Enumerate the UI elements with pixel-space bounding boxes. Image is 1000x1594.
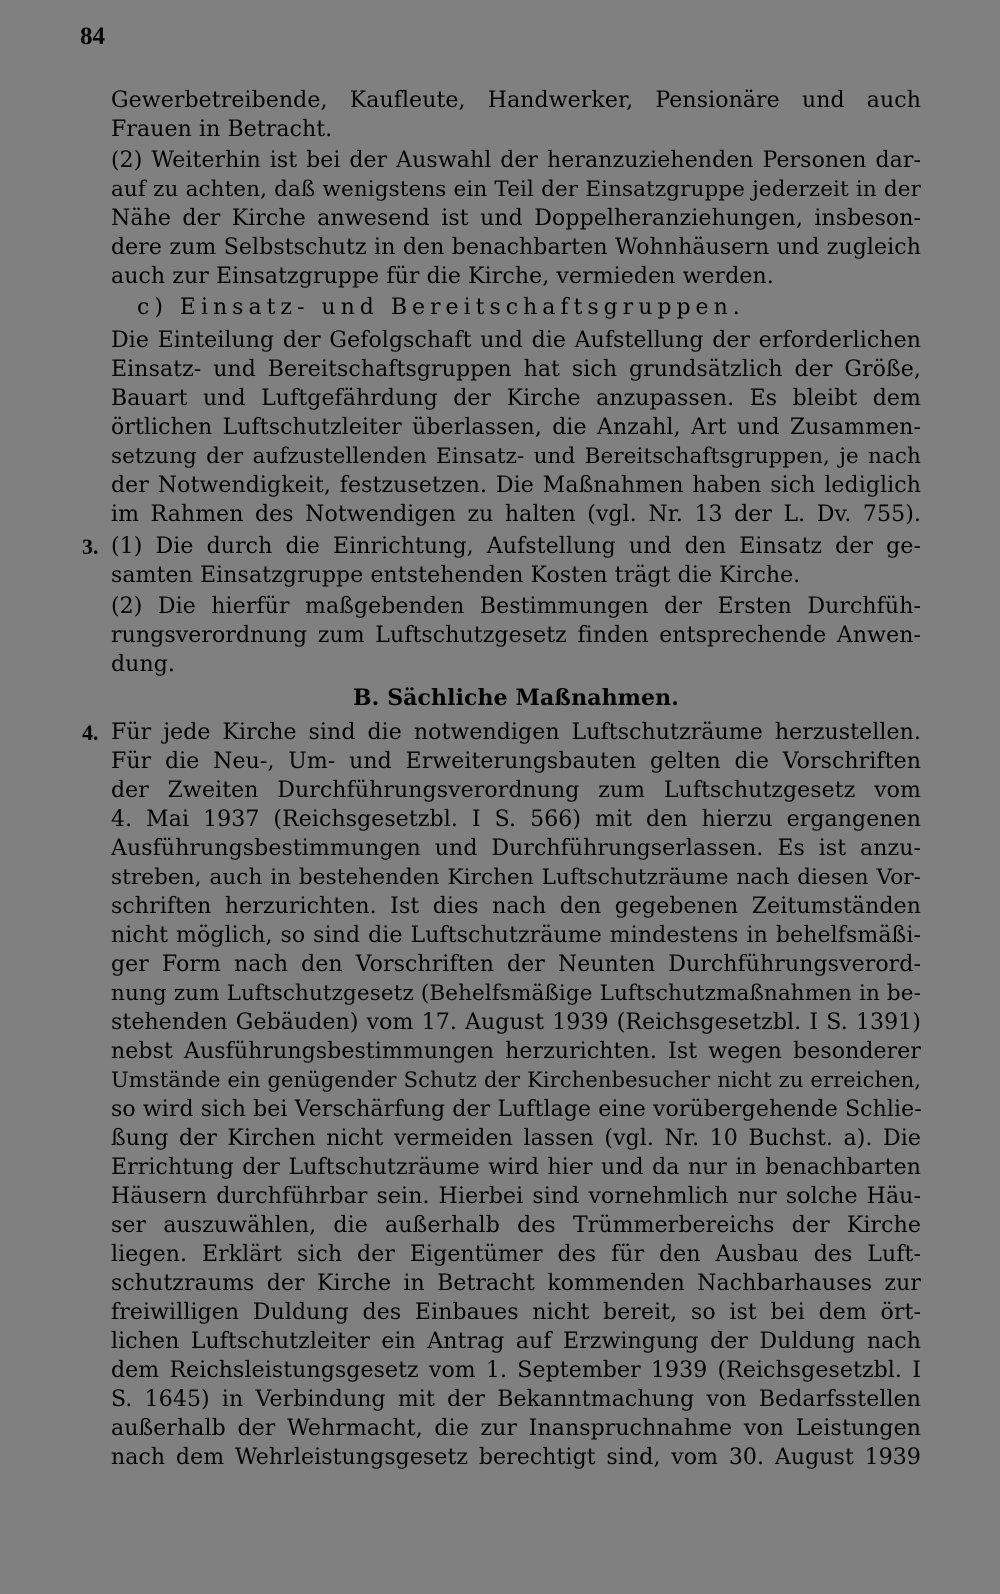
- text-line: Ausführungsbestimmungen und Durchführungserlassen. Es ist anzu-: [111, 836, 921, 861]
- text-line: schriften herzurichten. Ist dies nach den gegebenen Zeitumständen: [111, 894, 921, 919]
- text-line: Für jede Kirche sind die notwendigen Luftschutzräume herzustellen.: [111, 720, 921, 745]
- text-line: der Zweiten Durchführungsverordnung zum Luftschutzgesetz vom: [111, 778, 921, 803]
- text-line: rungsverordnung zum Luftschutzgesetz finden entsprechende Anwen-: [111, 623, 921, 648]
- section-number: 4.: [82, 720, 99, 745]
- text-line: nung zum Luftschutzgesetz (Behelfsmäßige Luftschutzmaßnahmen in be-: [111, 981, 921, 1006]
- text-line: setzung der aufzustellenden Einsatz- und Bereitschaftsgruppen, je nach: [111, 444, 921, 469]
- page-number: 84: [80, 23, 105, 50]
- text-line: liegen. Erklärt sich der Eigentümer des für den Ausbau des Luft-: [111, 1242, 921, 1267]
- text-line: lichen Luftschutzleiter ein Antrag auf Erzwingung der Duldung nach: [111, 1329, 921, 1354]
- text-line: so wird sich bei Verschärfung der Luftlage eine vorübergehende Schlie-: [111, 1097, 922, 1122]
- text-line: dere zum Selbstschutz in den benachbarten Wohnhäusern und zugleich: [111, 235, 921, 260]
- text-line: samten Einsatzgruppe entstehenden Kosten trägt die Kirche.: [111, 563, 801, 588]
- text-line: freiwilligen Duldung des Einbaues nicht bereit, so ist bei dem ört-: [111, 1300, 921, 1325]
- text-line: ser auszuwählen, die außerhalb des Trümmerbereichs der Kirche: [111, 1213, 921, 1238]
- text-line: nebst Ausführungsbestimmungen herzurichten. Ist wegen besonderer: [111, 1039, 921, 1064]
- text-line: auf zu achten, daß wenigstens ein Teil der Einsatzgruppe jederzeit in der: [111, 177, 921, 202]
- subsection-heading: c) Einsatz- und Bereitschaftsgruppen.: [137, 295, 745, 320]
- text-line: Bauart und Luftgefährdung der Kirche anzupassen. Es bleibt dem: [111, 386, 921, 411]
- text-line: nach dem Wehrleistungsgesetz berechtigt sind, vom 30. August 1939: [111, 1445, 921, 1470]
- text-line: Gewerbetreibende, Kaufleute, Handwerker, Pensionäre und auch: [111, 88, 921, 113]
- text-line: (1) Die durch die Einrichtung, Aufstellung und den Einsatz der ge-: [111, 534, 921, 559]
- text-line: nicht möglich, so sind die Luftschutzräume mindestens in behelfsmäßi-: [111, 923, 921, 948]
- text-line: 4. Mai 1937 (Reichsgesetzbl. I S. 566) mit den hierzu ergangenen: [111, 807, 921, 832]
- text-line: Umstände ein genügender Schutz der Kirchenbesucher nicht zu erreichen,: [111, 1068, 921, 1092]
- text-line: streben, auch in bestehenden Kirchen Luftschutzräume nach diesen Vor-: [111, 865, 921, 890]
- text-line: S. 1645) in Verbindung mit der Bekanntmachung von Bedarfsstellen: [111, 1387, 921, 1412]
- text-line: Die Einteilung der Gefolgschaft und die Aufstellung der erforderlichen: [111, 328, 921, 353]
- text-line: Nähe der Kirche anwesend ist und Doppelheranziehungen, insbeson-: [111, 206, 921, 231]
- text-line: (2) Die hierfür maßgebenden Bestimmungen der Ersten Durchfüh-: [111, 594, 921, 619]
- text-line: Häusern durchführbar sein. Hierbei sind vornehmlich nur solche Häu-: [111, 1184, 921, 1209]
- text-line: außerhalb der Wehrmacht, die zur Inanspruchnahme von Leistungen: [111, 1416, 921, 1441]
- text-line: Errichtung der Luftschutzräume wird hier und da nur in benachbarten: [111, 1155, 921, 1180]
- text-line: stehenden Gebäuden) vom 17. August 1939 (Reichsgesetzbl. I S. 1391): [111, 1010, 921, 1035]
- text-line: Frauen in Betracht.: [111, 117, 333, 142]
- text-line: auch zur Einsatzgruppe für die Kirche, vermieden werden.: [111, 264, 774, 289]
- text-line: im Rahmen des Notwendigen zu halten (vgl. Nr. 13 der L. Dv. 755).: [111, 502, 921, 527]
- section-number: 3.: [82, 534, 99, 559]
- text-line: (2) Weiterhin ist bei der Auswahl der heranzuziehenden Personen dar-: [111, 148, 921, 173]
- text-line: dem Reichsleistungsgesetz vom 1. September 1939 (Reichsgesetzbl. I: [111, 1358, 921, 1383]
- text-line: der Notwendigkeit, festzusetzen. Die Maßnahmen haben sich lediglich: [111, 473, 921, 498]
- text-line: ger Form nach den Vorschriften der Neunten Durchführungsverord-: [111, 952, 921, 977]
- section-heading: B. Sächliche Maßnahmen.: [352, 685, 679, 711]
- text-line: schutzraums der Kirche in Betracht kommenden Nachbarhauses zur: [111, 1271, 921, 1296]
- text-line: dung.: [111, 652, 175, 677]
- text-line: örtlichen Luftschutzleiter überlassen, die Anzahl, Art und Zusammen-: [111, 415, 921, 440]
- text-line: ßung der Kirchen nicht vermeiden lassen (vgl. Nr. 10 Buchst. a). Die: [111, 1126, 921, 1151]
- text-line: Für die Neu-, Um- und Erweiterungsbauten gelten die Vorschriften: [111, 749, 921, 774]
- text-line: Einsatz- und Bereitschaftsgruppen hat sich grundsätzlich der Größe,: [111, 357, 921, 382]
